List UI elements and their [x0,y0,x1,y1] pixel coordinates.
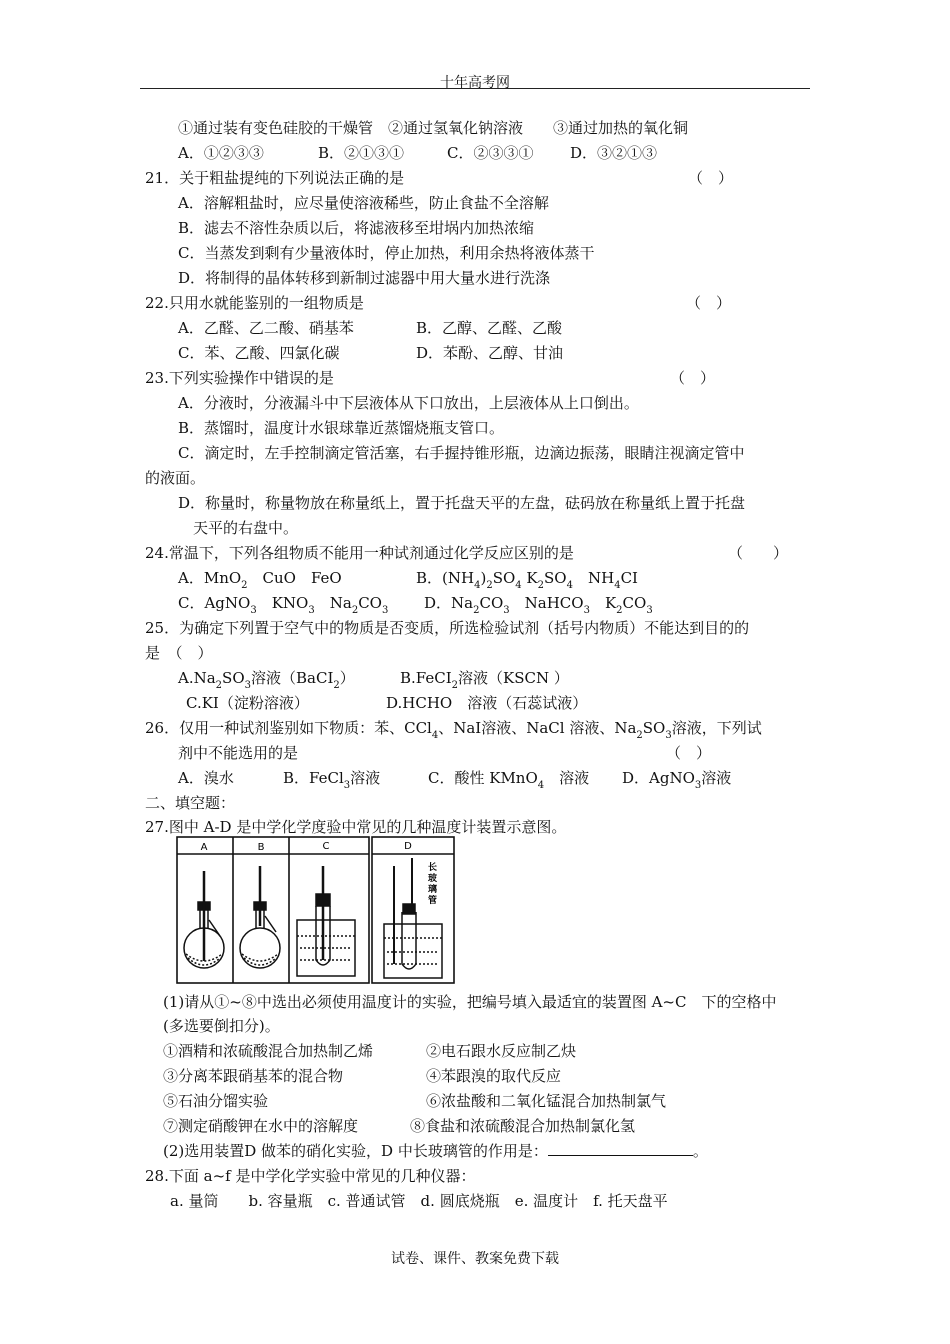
q20-option-d: D．③②①③ [570,144,658,162]
q23-option-a: A．分液时，分液漏斗中下层液体从下口放出，上层液体从上口倒出。 [178,394,639,412]
q23-option-c-line2: 的液面。 [145,469,206,487]
q26-stem-line1: 26．仅用一种试剂鉴别如下物质：苯、CCl$_4$、NaI溶液、NaCl 溶液、$Na_2SO_3$溶液，下列试 [145,719,762,741]
q24-option-b: B．$(NH_4)_2SO_4$ $K_2SO_4$ $NH_4CI$ [416,569,638,591]
q27-option-1: ①酒精和浓硫酸混合加热制乙烯 [163,1042,374,1060]
q25-stem-line1: 25．为确定下列置于空气中的物质是否变质，所选检验试剂（括号内物质）不能达到目的的 [145,619,750,637]
q23-stem: 23.下列实验操作中错误的是 [145,369,334,387]
q23-option-b: B．蒸馏时，温度计水银球靠近蒸馏烧瓶支管口。 [178,419,505,437]
q21-option-b: B．滤去不溶性杂质以后，将滤液移至坩埚内加热浓缩 [178,219,535,237]
q26-option-c: C．酸性 KMnO$_4$ 溶液 [428,769,590,791]
header-rule [140,88,810,89]
q27-option-5: ⑤石油分馏实验 [163,1092,269,1110]
q22-option-a: A．乙醛、乙二酸、硝基苯 [178,319,354,337]
q23-option-c-line1: C．滴定时，左手控制滴定管活塞，右手握持锥形瓶，边滴边振荡，眼睛注视滴定管中 [178,444,745,462]
figure-label-d: D [404,841,412,852]
q26-answer-bracket: （ ） [666,744,712,762]
q25-stem-line2: 是 （ ） [145,644,213,662]
q27-answer-blank[interactable] [548,1141,693,1156]
thermometer-apparatus-figure [176,836,456,986]
q28-instrument-list: a. 量筒 b. 容量瓶 c. 普通试管 d. 圆底烧瓶 e. 温度计 f. 托天盘平 [170,1192,668,1210]
q23-option-d-line2: 天平的右盘中。 [193,519,299,537]
q24-option-a: A．MnO$_2$ CuO FeO [178,569,342,591]
q24-option-c: C．AgNO$_3$ $KNO_3$ $Na_2CO_3$ [178,594,389,616]
q27-option-8: ⑧食盐和浓硫酸混合加热制氯化氢 [410,1117,636,1135]
q21-option-d: D．将制得的晶体转移到新制过滤器中用大量水进行洗涤 [178,269,551,287]
q22-option-b: B．乙醇、乙醛、乙酸 [416,319,563,337]
q20-options-line: ①通过装有变色硅胶的干燥管 ②通过氢氧化钠溶液 ③通过加热的氧化铜 [178,119,689,137]
figure-label-c: C [322,841,330,852]
q26-option-b: B．FeCl$_3$溶液 [283,769,381,791]
q27-option-2: ②电石跟水反应制乙炔 [426,1042,577,1060]
apparatus-b [240,866,280,968]
q21-option-c: C．当蒸发到剩有少量液体时，停止加热，利用余热将液体蒸干 [178,244,595,262]
q26-stem-line2: 剂中不能选用的是 [178,744,299,762]
q25-option-a: $A.Na_2SO_3$溶液（BaCI$_2$） [178,669,355,691]
apparatus-a [184,871,224,968]
q22-answer-bracket: （ ） [686,294,732,312]
q27-stem: 27.图中 A-D 是中学化学度验中常见的几种温度计装置示意图。 [145,818,567,836]
q27-option-7: ⑦测定硝酸钾在水中的溶解度 [163,1117,359,1135]
figure-label-b: B [257,842,265,853]
q28-stem: 28.下面 a~f 是中学化学实验中常见的几种仪器： [145,1167,476,1185]
q22-option-c: C．苯、乙酸、四氯化碳 [178,344,340,362]
q23-option-d-line1: D．称量时，称量物放在称量纸上，置于托盘天平的左盘，砝码放在称量纸上置于托盘 [178,494,746,512]
apparatus-c [297,866,355,976]
q21-option-a: A．溶解粗盐时，应尽量使溶液稀些，防止食盐不全溶解 [178,194,549,212]
q20-option-a: A．①②③③ [178,144,264,162]
page-footer: 试卷、课件、教案免费下载 [391,1251,559,1267]
q23-answer-bracket: （ ） [670,369,716,387]
q24-stem: 24.常温下，下列各组物质不能用一种试剂通过化学反应区别的是 [145,544,574,562]
figure-label-long-tube: 长玻璃管 [428,863,438,906]
q21-answer-bracket: （ ） [688,169,734,187]
q27-option-6: ⑥浓盐酸和二氧化锰混合加热制氯气 [426,1092,667,1110]
q20-option-c: C．②③③① [447,144,534,162]
q27-option-3: ③分离苯跟硝基苯的混合物 [163,1067,344,1085]
q22-stem: 22.只用水就能鉴别的一组物质是 [145,294,364,312]
q24-answer-bracket: （ ） [728,544,789,562]
q22-option-d: D．苯酚、乙醇、甘油 [416,344,564,362]
page-header-title: 十年高考网 [440,75,510,91]
figure-label-a: A [200,842,208,853]
q27-part1-line1: (1)请从①~⑧中选出必须使用温度计的实验，把编号填入最适宜的装置图 A~C 下的空格中 [163,993,777,1011]
q26-option-a: A．溴水 [178,769,234,787]
q25-option-d: D.HCHO 溶液（石蕊试液） [386,694,588,712]
q27-option-4: ④苯跟溴的取代反应 [426,1067,562,1085]
q24-option-d: D．$Na_2CO_3$ NaHCO$_3$ $K_2CO_3$ [424,594,653,616]
q25-option-b: B.FeCI$_2$溶液（KSCN ） [400,669,569,691]
q25-option-c: C.KI（淀粉溶液） [186,694,309,712]
q27-part2: (2)选用装置D 做苯的硝化实验，D 中长玻璃管的作用是： 。 [163,1142,708,1160]
q27-part1-line2: (多选要倒扣分)。 [163,1017,280,1035]
section-fill-in-title: 二、填空题： [145,794,236,812]
q26-option-d: D．AgNO$_3$溶液 [622,769,732,791]
q21-stem: 21．关于粗盐提纯的下列说法正确的是 [145,169,405,187]
q20-option-b: B．②①③① [318,144,405,162]
